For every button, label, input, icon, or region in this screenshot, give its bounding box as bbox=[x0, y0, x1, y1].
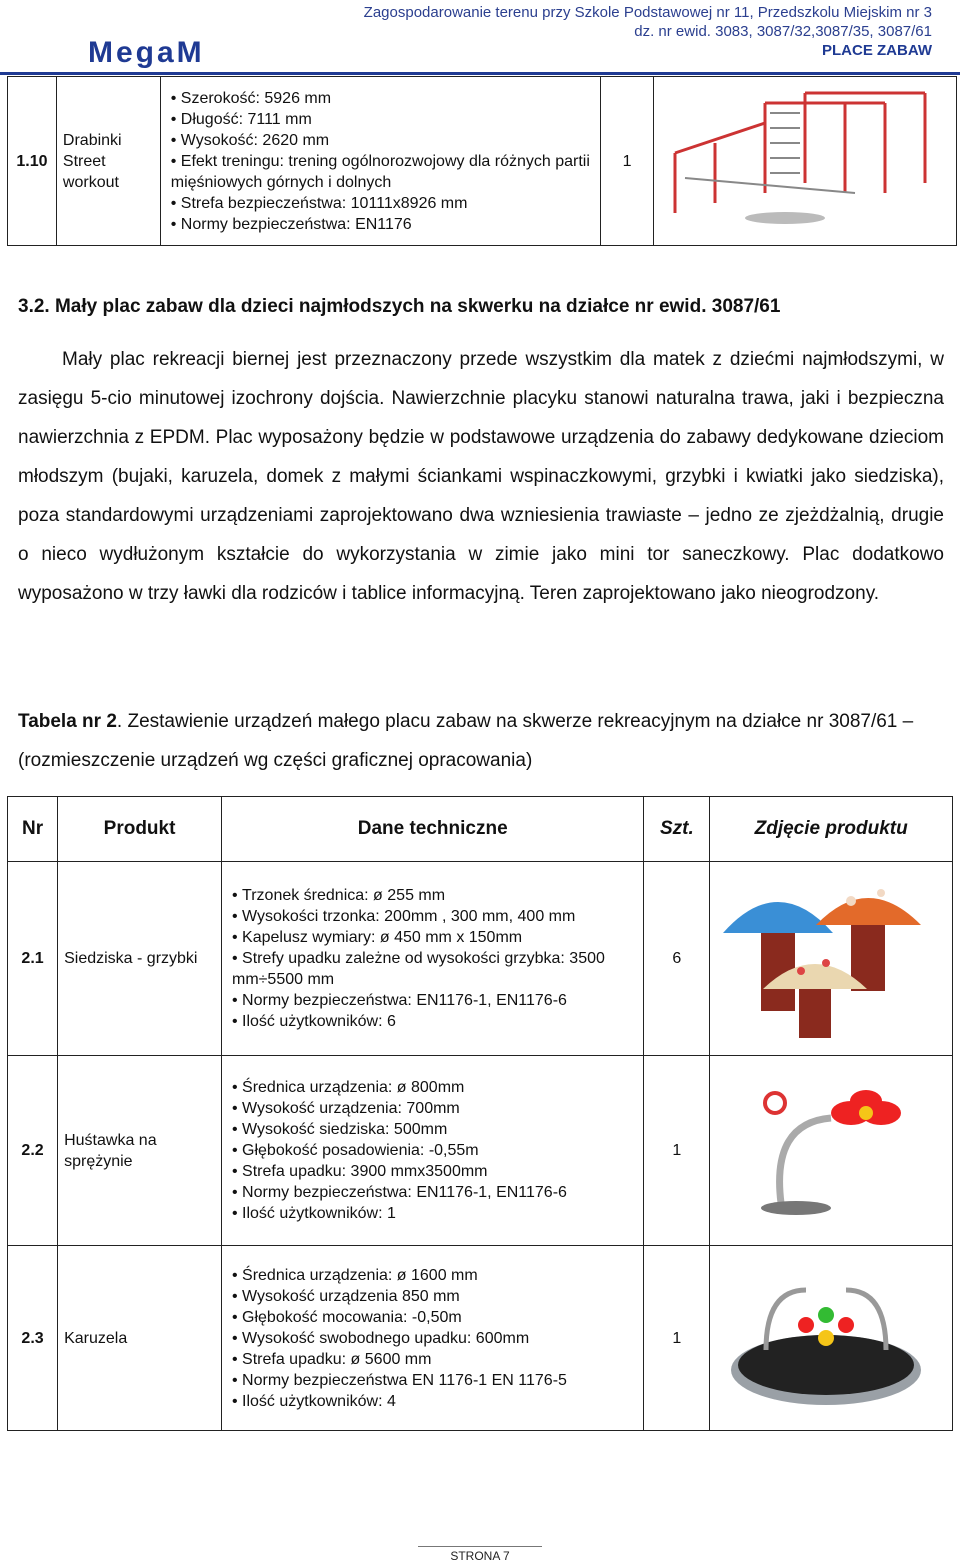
mushroom-seats-image bbox=[711, 871, 941, 1041]
header-photo: Zdjęcie produktu bbox=[710, 797, 953, 862]
equipment-table-continued bbox=[7, 76, 957, 246]
spec-item: • Normy bezpieczeństwa: EN1176-1, EN1176-6 bbox=[232, 990, 642, 1011]
row-quantity: 6 bbox=[644, 862, 710, 1056]
table-row bbox=[8, 1246, 953, 1431]
caption-text: . Zestawienie urządzeń małego placu zabaw na skwerze rekreacyjnym na działce nr 3087/61 – (rozmieszczenie urządzeń wg części graficznej opracowania) bbox=[18, 711, 914, 771]
table-header-row bbox=[8, 797, 953, 862]
header-project-title: Zagospodarowanie terenu przy Szkole Podstawowej nr 11, Przedszkolu Miejskim nr 3 bbox=[363, 4, 932, 21]
carousel-image bbox=[711, 1250, 941, 1420]
spec-item: • Wysokość siedziska: 500mm bbox=[232, 1119, 642, 1140]
document-header bbox=[364, 3, 932, 60]
row-quantity: 1 bbox=[644, 1056, 710, 1246]
row-photo bbox=[710, 1056, 953, 1246]
spec-item: • Normy bezpieczeństwa EN 1176-1 EN 1176-5 bbox=[232, 1370, 642, 1391]
spec-item: • Kapelusz wymiary: ø 450 mm x 150mm bbox=[232, 927, 642, 948]
spec-item: • Efekt treningu: trening ogólnorozwojowy dla różnych partii mięśniowych górnych i dolnych bbox=[171, 151, 600, 193]
row-specs bbox=[221, 862, 643, 1056]
spec-item: • Ilość użytkowników: 1 bbox=[232, 1203, 642, 1224]
row-product: Karuzela bbox=[58, 1246, 222, 1431]
header-parcels: dz. nr ewid. 3083, 3087/32,3087/35, 3087/61 bbox=[634, 23, 932, 40]
spec-item: • Ilość użytkowników: 4 bbox=[232, 1391, 642, 1412]
table-row bbox=[8, 77, 957, 246]
spec-item: • Wysokość swobodnego upadku: 600mm bbox=[232, 1328, 642, 1349]
section-paragraph: Mały plac rekreacji biernej jest przeznaczony przede wszystkim dla matek z dziećmi najmłodszymi, w zasięgu 5-cio minutowej izochrony dojścia. Nawierzchnie placyku stanowi naturalna trawa, jaki i bezpieczna nawierzchnia z EPDM. Plac wyposażony będzie w podstawowe urządzenia do zabawy dedykowane dzieciom młodszym (bujaki, karuzela, domek z małymi ściankami wspinaczkowymi, grzybki i kwiatki jako siedziska), poza standardowymi urządzeniami zaprojektowano dwa wzniesienia trawiaste – jedno ze zjeżdżalnią, drugie o nieco wydłużonym kształcie do wykorzystania w zimie jako mini tor saneczkowy. Plac dodatkowo wyposażono w trzy ławki dla rodziców i tablice informacyjną. Teren zaprojektowano jako nieogrodzony. bbox=[18, 349, 944, 604]
spec-item: • Strefa upadku: 3900 mmx3500mm bbox=[232, 1161, 642, 1182]
spec-item: • Strefy upadku zależne od wysokości grzybka: 3500 mm÷5500 mm bbox=[232, 948, 642, 990]
row-number: 2.3 bbox=[8, 1246, 58, 1431]
row-photo bbox=[654, 77, 957, 246]
equipment-table bbox=[7, 796, 953, 1431]
footer-rule bbox=[418, 1546, 542, 1547]
spec-item: • Normy bezpieczeństwa: EN1176-1, EN1176-6 bbox=[232, 1182, 642, 1203]
row-quantity: 1 bbox=[601, 77, 654, 246]
spec-item: • Wysokość urządzenia: 700mm bbox=[232, 1098, 642, 1119]
header-nr: Nr bbox=[8, 797, 58, 862]
spec-item: • Trzonek średnica: ø 255 mm bbox=[232, 885, 642, 906]
spec-item: • Głębokość mocowania: -0,50m bbox=[232, 1307, 642, 1328]
spec-item: • Wysokość urządzenia 850 mm bbox=[232, 1286, 642, 1307]
row-specs bbox=[160, 77, 601, 246]
spec-item: • Wysokości trzonka: 200mm , 300 mm, 400 mm bbox=[232, 906, 642, 927]
spec-item: • Głębokość posadowienia: -0,55m bbox=[232, 1140, 642, 1161]
spec-item: • Wysokość: 2620 mm bbox=[171, 130, 600, 151]
spec-item: • Długość: 7111 mm bbox=[171, 109, 600, 130]
spec-item: • Ilość użytkowników: 6 bbox=[232, 1011, 642, 1032]
spring-rider-image bbox=[711, 1063, 941, 1233]
spec-item: • Normy bezpieczeństwa: EN1176 bbox=[171, 214, 600, 235]
row-quantity: 1 bbox=[644, 1246, 710, 1431]
row-product: Siedziska - grzybki bbox=[58, 862, 222, 1056]
table-row bbox=[8, 862, 953, 1056]
header-rule bbox=[0, 72, 960, 75]
row-number: 1.10 bbox=[8, 77, 57, 246]
spec-item: • Szerokość: 5926 mm bbox=[171, 88, 600, 109]
page-number: STRONA 7 bbox=[450, 1549, 510, 1563]
spec-item: • Średnica urządzenia: ø 1600 mm bbox=[232, 1265, 642, 1286]
row-photo bbox=[710, 1246, 953, 1431]
row-number: 2.2 bbox=[8, 1056, 58, 1246]
spec-item: • Strefa bezpieczeństwa: 10111x8926 mm bbox=[171, 193, 600, 214]
header-product: Produkt bbox=[58, 797, 222, 862]
row-specs bbox=[221, 1056, 643, 1246]
megam-logo bbox=[88, 36, 238, 73]
street-workout-image bbox=[655, 83, 945, 233]
table-caption bbox=[18, 702, 944, 780]
logo-text: MegaM bbox=[88, 36, 205, 68]
section-heading: 3.2. Mały plac zabaw dla dzieci najmłodszych na skwerku na działce nr ewid. 3087/61 bbox=[18, 296, 781, 317]
caption-label: Tabela nr 2 bbox=[18, 711, 117, 732]
row-number: 2.1 bbox=[8, 862, 58, 1056]
row-specs bbox=[221, 1246, 643, 1431]
spec-item: • Strefa upadku: ø 5600 mm bbox=[232, 1349, 642, 1370]
table-row bbox=[8, 1056, 953, 1246]
row-photo bbox=[710, 862, 953, 1056]
row-product: Drabinki Street workout bbox=[56, 77, 160, 246]
header-section: PLACE ZABAW bbox=[822, 42, 932, 59]
header-qty: Szt. bbox=[644, 797, 710, 862]
header-specs: Dane techniczne bbox=[221, 797, 643, 862]
spec-item: • Średnica urządzenia: ø 800mm bbox=[232, 1077, 642, 1098]
row-product: Huśtawka na sprężynie bbox=[58, 1056, 222, 1246]
